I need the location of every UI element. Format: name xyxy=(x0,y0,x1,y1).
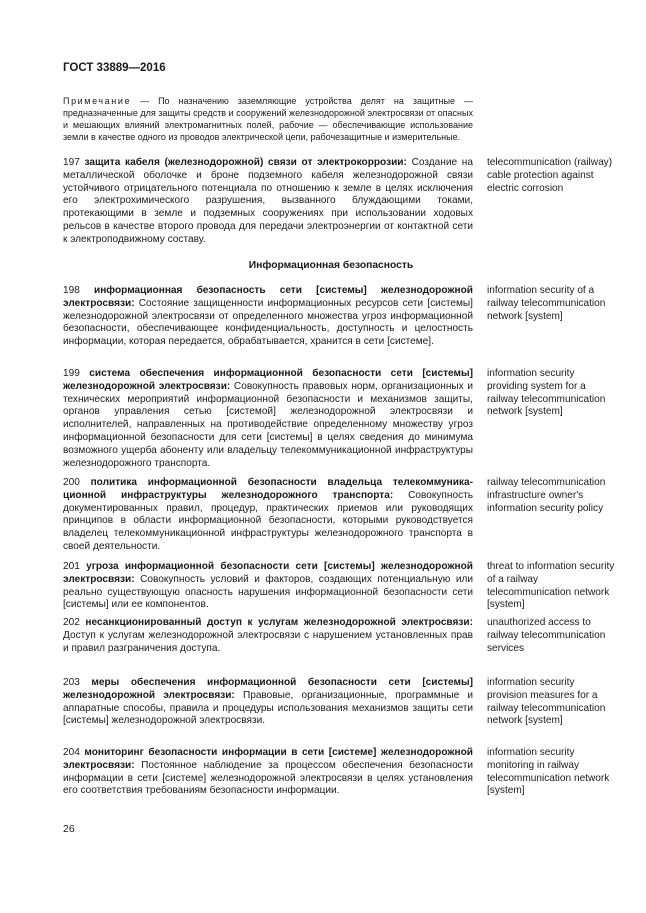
term-definition: Правовые, организационные, программные и аппаратные способы, правила и процедуры использования механизмов защиты сети [системы] железнодорожной электросвязи. xyxy=(63,689,473,727)
term-ru xyxy=(63,747,473,798)
term-ru xyxy=(63,617,473,655)
term-definition: Постоянное наблюдение за процессом обеспечения безопасности информации в сети [системе] железнодорожной электросвязи в целях установления его соответствия требованиям безопасности информации. xyxy=(63,759,473,797)
term-title: политика информационной безопасности владельца телекоммуникационной инфраструктуры железнодорожного транспорта: xyxy=(63,477,473,501)
term-english: information security monitoring in railway telecommunication network [system] xyxy=(487,747,610,797)
term-ru xyxy=(63,285,473,349)
term-number: 201 xyxy=(63,561,80,572)
term-english: information security providing system for a railway telecommunication network [system] xyxy=(487,368,606,418)
term-number: 199 xyxy=(63,368,80,379)
term-number: 198 xyxy=(63,285,80,296)
page-number: 26 xyxy=(63,823,75,835)
term-english: information security of a railway telecommunication network [system] xyxy=(487,285,606,322)
term-number: 197 xyxy=(63,157,80,168)
term-title: угроза информационной безопасности сети [системы] железнодорожной электросвязи: xyxy=(63,561,473,585)
term-title: информационная безопасность сети [системы] железнодорожной электросвязи: xyxy=(63,285,473,309)
term-title: система обеспечения информационной безопасности сети [системы] железнодорожной электросвязи: xyxy=(63,368,473,392)
section-title: Информационная безопасность xyxy=(248,260,414,271)
term-ru xyxy=(63,368,473,470)
term-number: 203 xyxy=(63,677,80,688)
term-english: unauthorized access to railway telecommunication services xyxy=(487,617,606,654)
term-ru xyxy=(63,477,473,554)
term-english: railway telecommunication infrastructure owner's information security policy xyxy=(487,477,606,514)
term-ru xyxy=(63,677,473,728)
term-english: information security provision measures for a railway telecommunication network [system] xyxy=(487,677,606,727)
term-title: меры обеспечения информационной безопасности сети [системы] железнодорожной электросвязи: xyxy=(63,677,473,701)
document-header: ГОСТ 33889—2016 xyxy=(63,62,166,74)
term-definition: Доступ к услугам железнодорожной электросвязи с нарушением установленных прав и правил разграничения доступа. xyxy=(63,629,473,654)
term-title: защита кабеля (железнодорожной) связи от электрокоррозии: xyxy=(84,157,407,168)
term-definition: Совокупность условий и факторов, создающих потенциальную или реально существующую опасность нарушения информационной безопасности сети [системы] или ее компонентов. xyxy=(63,573,473,611)
term-title: мониторинг безопасности информации в сети [системе] железнодорожной электросвязи: xyxy=(63,747,473,771)
note-label: Примечание xyxy=(63,96,132,106)
term-number: 200 xyxy=(63,477,80,488)
term-number: 202 xyxy=(63,617,80,628)
note-text: — По назначению заземляющие устройства делят на защитные — предназначенные для защиты средств и сооружений железнодорожной электросвязи от опасных и мешающих влияний электромагнитных полей, рабочие — обеспечивающие использование земли в качестве одного из проводов электрической цепи, рабочезащитные и измерительные. xyxy=(63,96,473,142)
term-english: telecommunication (railway) cable protection against electric corrosion xyxy=(487,157,613,194)
term-ru xyxy=(63,157,473,247)
term-definition: Совокупность правовых норм, организационных и технических мероприятий информационной безопасности и механизмов защиты, органов управления сетью [системой] железнодорожной электросвязи и исполнителей, направленных на противодействие определенному множеству угроз информационной безопасности для сети [системы] в целях сведения до минимума возможного ущерба абоненту или владельцу телекоммуникационной инфраструктуры железнодорожного транспорта. xyxy=(63,380,473,469)
term-english: threat to information security of a railway telecommunication network [system] xyxy=(487,561,615,611)
term-definition: Создание на металлической оболочке и броне подземного кабеля железнодорожной связи устойчивого отрицательного потенциала по отношению к земле в целях исключения его электрохимического разрушения, вызванного блуждающими токами, протекающими в земле и подземных сооружениях при использовании ходовых рельсов в качестве второго провода для передачи электроэнергии от контактной сети к электроподвижному составу. xyxy=(63,157,473,245)
note-paragraph xyxy=(63,95,473,143)
term-definition: Состояние защищенности информационных ресурсов сети [системы] железнодорожной электросвязи от определенного множества угроз информационной безопасности, обеспечивающее конфиденциальность, доступность и целостность информации, которая передается, обрабатывается, хранится в сети [системе]. xyxy=(63,297,473,348)
term-number: 204 xyxy=(63,747,80,758)
term-ru xyxy=(63,561,473,612)
term-title: несанкционированный доступ к услугам железнодорожной электросвязи: xyxy=(85,617,473,628)
term-definition: Совокупность документированных правил, процедур, практических приемов или руководящих принципов в области информационной безопасности, которыми руководствуется владелец телекоммуникационной инфраструктуры железнодорожного транспорта в своей деятельности. xyxy=(63,489,473,552)
